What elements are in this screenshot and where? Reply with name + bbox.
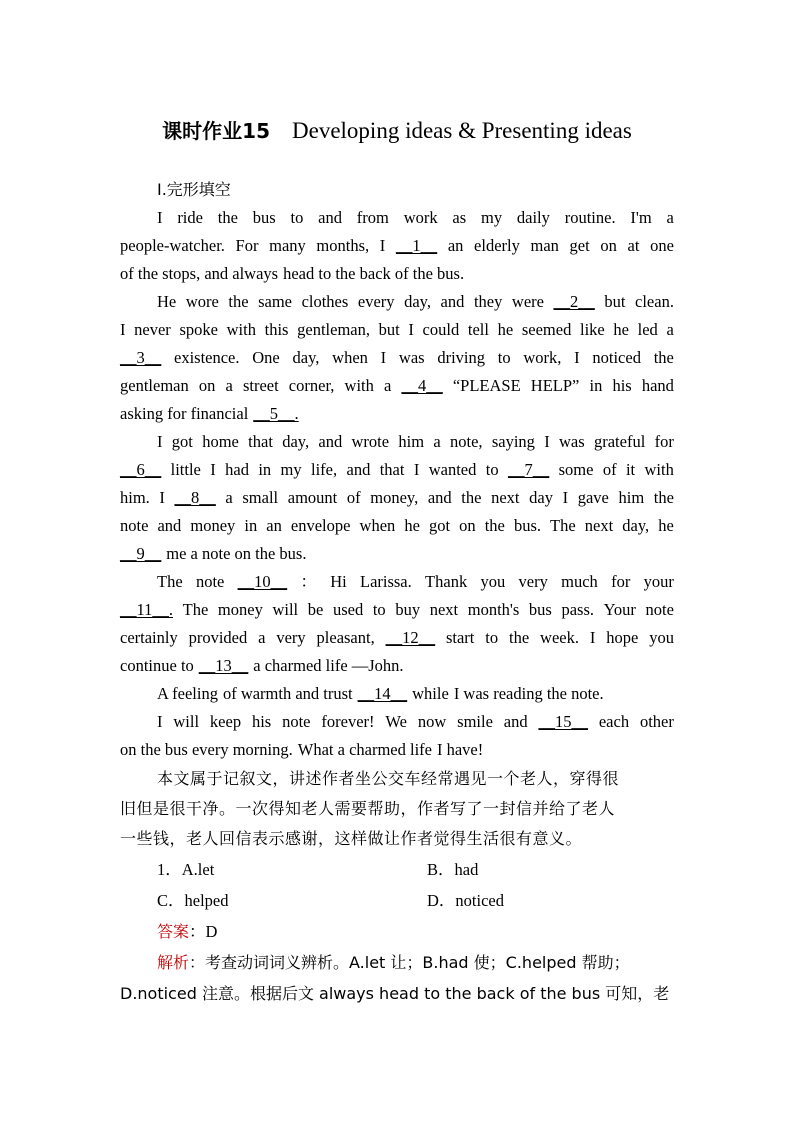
passage-word: The (550, 516, 576, 535)
passage-word: corner, (288, 376, 335, 395)
passage-word: gave (577, 488, 609, 507)
passage-word: you (480, 572, 506, 591)
passage-word: be (307, 600, 324, 619)
passage-word: while (412, 684, 449, 703)
passage-word: his (251, 712, 272, 731)
passage-word: forever! (321, 712, 375, 731)
passage-word: it (625, 460, 636, 479)
passage-word: used (332, 600, 364, 619)
passage-word: “PLEASE (452, 376, 521, 395)
passage-word: and (318, 432, 343, 451)
passage-word: amount (287, 488, 338, 507)
passage-word: his (612, 376, 632, 395)
passage-word: note (282, 712, 311, 731)
cloze-blank: __5__. (253, 404, 299, 423)
section-heading: Ⅰ.完形填空 (157, 180, 231, 199)
passage-word: Hi (330, 572, 347, 591)
passage-line (120, 652, 674, 680)
passage-word: next (491, 488, 520, 507)
passage-word: at (627, 236, 640, 255)
title-cn: 课时作业15 (162, 119, 271, 143)
passage-word: of (602, 460, 617, 479)
passage-word: noticed (592, 348, 641, 367)
cloze-blank: __12__ (385, 628, 436, 647)
passage-word: bus. (513, 516, 541, 535)
cloze-blank: __8__ (174, 488, 216, 507)
passage-word: the (653, 488, 674, 507)
passage-word: and (427, 488, 452, 507)
passage-word: as (452, 208, 467, 227)
passage-line (120, 400, 674, 428)
passage-word: Larissa. (359, 572, 412, 591)
passage-word: on (198, 376, 216, 395)
passage-word: with (226, 320, 256, 339)
passage-word: will (272, 600, 299, 619)
passage-word: months, (316, 236, 370, 255)
passage-word: elderly (474, 236, 520, 255)
passage-line (120, 204, 674, 232)
passage-word: I (157, 208, 163, 227)
passage-word: when (332, 348, 368, 367)
passage-line (120, 596, 674, 624)
passage-word: One (252, 348, 280, 367)
passage-line (120, 260, 674, 288)
passage-word: much (561, 572, 598, 591)
passage-word: he (497, 320, 514, 339)
passage-word: small (242, 488, 279, 507)
passage-word: driving (437, 348, 485, 367)
cloze-blank: __6__ (120, 460, 162, 479)
passage-word: a (433, 432, 441, 451)
title-en: Developing ideas & Presenting ideas (292, 118, 632, 143)
passage-word: day (529, 488, 553, 507)
passage-word: clean. (635, 292, 674, 311)
passage-word: start (445, 628, 475, 647)
passage-word: to (497, 348, 511, 367)
passage-word: gentleman (120, 376, 189, 395)
passage-word: he (404, 516, 420, 535)
passage-word: note (195, 572, 225, 591)
passage-word: wrote (351, 432, 390, 451)
cloze-blank: __1__ (395, 236, 438, 255)
option-b: B．had (427, 860, 479, 879)
passage-word: ： (300, 572, 317, 591)
summary-line: 旧但是很干净。一次得知老人需要帮助，作者写了一封信并给了老人 (120, 799, 616, 818)
passage-word: I (380, 348, 387, 367)
passage-word: note, (449, 432, 483, 451)
passage-word: seemed (521, 320, 572, 339)
passage-word: on (600, 236, 617, 255)
passage-word: of warmth and trust (222, 684, 353, 703)
passage-word: was (398, 348, 425, 367)
cloze-blank: __10__ (237, 572, 288, 591)
passage-line (120, 708, 674, 736)
passage-word: head to the back of the bus. (283, 264, 465, 283)
passage-word: work (403, 208, 438, 227)
passage-word: get (569, 236, 590, 255)
cloze-blank: __4__ (401, 376, 443, 395)
passage-word: I (574, 348, 580, 367)
passage-word: and (346, 460, 371, 479)
cloze-blank: __9__ (120, 544, 162, 563)
passage-word: ride (177, 208, 203, 227)
passage-word: like (579, 320, 605, 339)
passage-word: an (447, 236, 464, 255)
passage-word: existence. (174, 348, 240, 367)
passage-word: and (318, 208, 342, 227)
passage-word: For (235, 236, 259, 255)
passage-word: work, (523, 348, 562, 367)
passage-word: I (544, 432, 550, 451)
passage-word: money (190, 516, 236, 535)
passage-word: a (225, 376, 233, 395)
passage-word: a (384, 376, 392, 395)
passage-line (120, 428, 674, 456)
passage-word: spoke (179, 320, 218, 339)
passage-word: had (225, 460, 249, 479)
passage-word: to (485, 628, 499, 647)
analysis-label: 解析 (157, 953, 190, 972)
passage-word: day, (404, 292, 431, 311)
passage-word: some (558, 460, 594, 479)
passage-word: street (242, 376, 279, 395)
cloze-blank: __2__ (553, 292, 595, 311)
cloze-blank: __3__ (120, 348, 162, 367)
passage-word: gentleman, (297, 320, 370, 339)
passage-word: pass. (561, 600, 595, 619)
passage-word: they (473, 292, 503, 311)
cloze-passage (120, 204, 674, 764)
passage-line (120, 456, 674, 484)
passage-word: on (459, 516, 476, 535)
passage-line (120, 484, 674, 512)
cloze-blank: __14__ (357, 684, 408, 703)
passage-word: The (182, 600, 209, 619)
passage-word: man (530, 236, 559, 255)
passage-word: in (589, 376, 603, 395)
analysis-text: ：考查动词词义辨析。A.let 让；B.had 使；C.helped 帮助； (189, 953, 630, 972)
passage-word: and (440, 292, 465, 311)
answer-label: 答案 (157, 922, 190, 941)
passage-word: HELP” (530, 376, 580, 395)
passage-word: pleasant, (316, 628, 375, 647)
passage-word: every (357, 292, 395, 311)
passage-word: the (653, 348, 674, 367)
passage-word: He (157, 292, 177, 311)
passage-word: on the bus every morning. (120, 740, 293, 759)
passage-word: money, (370, 488, 419, 507)
passage-word: with (344, 376, 374, 395)
passage-word: continue to (120, 656, 194, 675)
passage-word: will (173, 712, 200, 731)
passage-word: note (120, 516, 149, 535)
passage-word: I (210, 460, 216, 479)
passage-word: provided (188, 628, 248, 647)
passage-word: day, (622, 516, 650, 535)
passage-word: bus (528, 600, 552, 619)
passage-word: month's (467, 600, 520, 619)
passage-word: I was reading the note. (453, 684, 604, 703)
passage-word: the (217, 208, 238, 227)
passage-word: certainly (120, 628, 178, 647)
passage-word: each (598, 712, 630, 731)
passage-word: smile (457, 712, 493, 731)
passage-word: that (248, 432, 273, 451)
passage-word: bus (252, 208, 276, 227)
passage-word: but (378, 320, 400, 339)
passage-word: grateful (593, 432, 646, 451)
analysis (120, 947, 674, 1009)
passage-word: next (429, 600, 459, 619)
cloze-blank: __15__ (538, 712, 588, 731)
passage-word: Your (603, 600, 636, 619)
passage-word: buy (395, 600, 421, 619)
passage-word: and (503, 712, 528, 731)
passage-word: led (637, 320, 658, 339)
passage-word: me a note on the bus. (166, 544, 307, 563)
cloze-blank: __7__ (507, 460, 550, 479)
summary-line: 本文属于记叙文，讲述作者坐公交车经常遇见一个老人，穿得很 (157, 769, 620, 788)
passage-word: I (413, 460, 420, 479)
passage-word: were (511, 292, 544, 311)
passage-word: I (408, 320, 414, 339)
passage-word: and (157, 516, 182, 535)
analysis-line (120, 978, 674, 1009)
passage-word: Thank (425, 572, 468, 591)
passage-word: The (157, 572, 183, 591)
passage-word: was (559, 432, 585, 451)
passage-word: with (644, 460, 674, 479)
passage-word: I (120, 320, 126, 339)
passage-word: he (658, 516, 674, 535)
passage-word: life, (311, 460, 338, 479)
passage-word: clothes (301, 292, 349, 311)
passage-line (120, 512, 674, 540)
passage-word: my (480, 208, 503, 227)
passage-word: for (611, 572, 631, 591)
passage-word: in (244, 516, 258, 535)
passage-word: day, (282, 432, 310, 451)
passage-word: the (508, 628, 530, 647)
passage-word: to (372, 600, 386, 619)
passage-word: got (171, 432, 193, 451)
passage-word: a (225, 488, 233, 507)
passage-word: never (134, 320, 171, 339)
passage-word: routine. (564, 208, 616, 227)
passage-word: in (258, 460, 272, 479)
passage-word: I (157, 432, 163, 451)
passage-word: the (228, 292, 249, 311)
document-body (120, 176, 674, 1009)
passage-word: of the stops, and always (120, 264, 279, 283)
passage-word: I'm (630, 208, 652, 227)
passage-word: he (613, 320, 629, 339)
passage-word: next (584, 516, 614, 535)
passage-line (120, 736, 674, 764)
passage-word: A feeling (157, 684, 218, 703)
option-a: 1．A.let (157, 860, 215, 879)
passage-line (120, 232, 674, 260)
passage-line (120, 540, 674, 568)
passage-line (120, 288, 674, 316)
passage-word: a (258, 628, 266, 647)
cloze-blank: __11__. (120, 600, 174, 619)
passage-word: very (518, 572, 548, 591)
passage-word: note (645, 600, 674, 619)
passage-word: people-watcher. (120, 236, 225, 255)
passage-word: my (280, 460, 302, 479)
option-c: C．helped (157, 891, 229, 910)
passage-word: tell (467, 320, 489, 339)
passage-word: I (159, 488, 165, 507)
passage-word: day, (292, 348, 320, 367)
passage-word: same (258, 292, 292, 311)
passage-word: envelope (290, 516, 351, 535)
passage-word: wore (185, 292, 219, 311)
passage-word: one (650, 236, 674, 255)
passage-word: week. (540, 628, 579, 647)
passage-word: you (649, 628, 674, 647)
passage-line (120, 372, 674, 400)
passage-word: I have! (436, 740, 484, 759)
passage-word: a charmed life —John. (253, 656, 404, 675)
page-title (0, 114, 794, 148)
passage-word: other (639, 712, 674, 731)
passage-word: I (562, 488, 569, 507)
passage-summary (120, 764, 674, 854)
passage-line (120, 316, 674, 344)
passage-word: a (666, 208, 674, 227)
passage-word: now (417, 712, 447, 731)
passage-word: this (264, 320, 289, 339)
passage-word: I (379, 236, 386, 255)
passage-word: little (170, 460, 201, 479)
passage-word: money (217, 600, 263, 619)
passage-word: him (618, 488, 645, 507)
passage-word: keep (209, 712, 242, 731)
passage-word: that (379, 460, 405, 479)
passage-word: hand (641, 376, 674, 395)
passage-word: him. (120, 488, 150, 507)
passage-line (120, 680, 674, 708)
passage-word: when (359, 516, 396, 535)
passage-word: I (157, 712, 163, 731)
passage-word: saying (491, 432, 535, 451)
passage-word: home (202, 432, 239, 451)
passage-word: your (643, 572, 674, 591)
analysis-text: D.noticed 注意。根据后文 always head to the back of the bus 可知，老 (120, 984, 670, 1003)
passage-word: of (346, 488, 361, 507)
cloze-blank: __13__ (198, 656, 249, 675)
options-row-2 (120, 885, 674, 916)
passage-word: him (398, 432, 425, 451)
passage-word: wanted (428, 460, 477, 479)
passage-word: very (276, 628, 306, 647)
passage-word: hope (606, 628, 639, 647)
passage-line (120, 624, 674, 652)
passage-word: got (428, 516, 451, 535)
passage-word: asking for financial (120, 404, 249, 423)
option-d: D．noticed (427, 891, 504, 910)
passage-word: for (654, 432, 674, 451)
answer-line (120, 916, 674, 947)
options-row-1 (120, 854, 674, 885)
passage-word: a (666, 320, 674, 339)
passage-word: We (385, 712, 407, 731)
passage-word: the (484, 516, 505, 535)
passage-word: from (356, 208, 389, 227)
analysis-line (120, 947, 674, 978)
passage-word: an (266, 516, 282, 535)
passage-word: many (269, 236, 306, 255)
passage-word: I (589, 628, 596, 647)
passage-word: the (461, 488, 482, 507)
passage-word: to (290, 208, 304, 227)
summary-line: 一些钱，老人回信表示感谢，这样做让作者觉得生活很有意义。 (120, 829, 583, 848)
passage-word: What a charmed life (297, 740, 432, 759)
passage-word: could (422, 320, 460, 339)
passage-line (120, 344, 674, 372)
answer-value: ：D (189, 922, 218, 941)
passage-word: but (604, 292, 626, 311)
passage-line (120, 568, 674, 596)
passage-word: daily (516, 208, 550, 227)
passage-word: to (485, 460, 499, 479)
